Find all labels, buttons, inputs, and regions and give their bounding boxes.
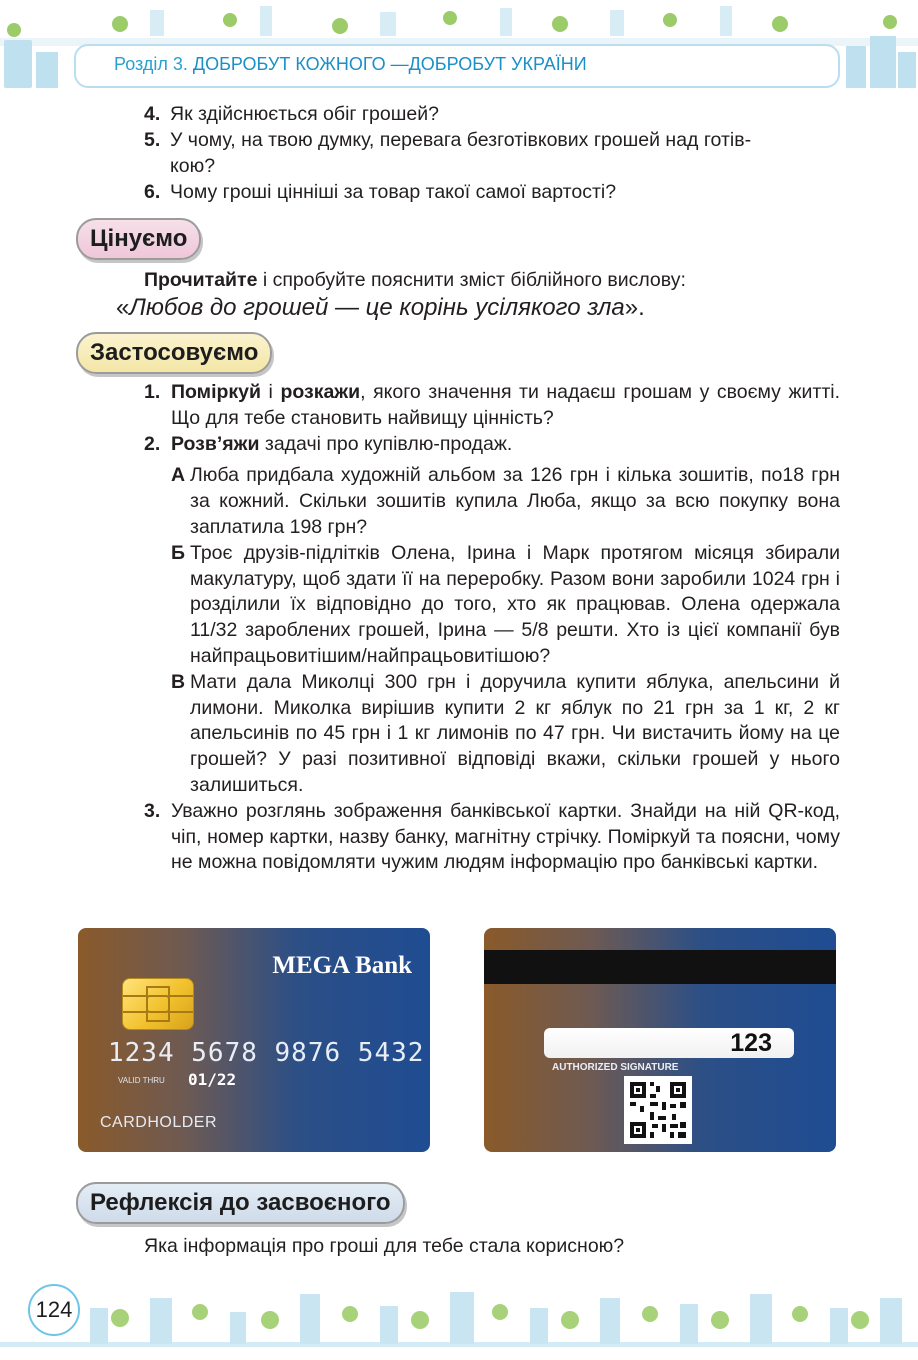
section-label: Розділ 3. — [114, 54, 188, 74]
item-number: 2. — [144, 432, 161, 455]
item-text: , якого значення ти надаєш грошам у своєму житті. Що для тебе становить найвищу цінність? — [171, 381, 841, 429]
bible-quote — [116, 294, 645, 322]
question-5 — [144, 128, 844, 179]
qr-code-icon — [624, 1076, 692, 1144]
task-text: Мати дала Миколці 300 грн і доручила купити яблука, апельсини й лимони. Миколка вирішив купити 2 кг яблук по 21 грн за 1 кг, 2 кг апельсинів по 45 грн і 1 кг лимонів по 47 грн. Чи вистачить йому на це грошей? У разі позитивної відповіді вкажи, скільки грошей у нього залишиться. — [190, 670, 840, 796]
item-bold-verb: Розв’яжи — [171, 432, 260, 455]
item-text: задачі про купівлю-продаж. — [259, 432, 513, 455]
page-number: 124 — [28, 1284, 80, 1336]
task-letter: А — [171, 464, 186, 487]
question-4 — [144, 102, 844, 128]
question-number: 4. — [144, 103, 161, 125]
item-bold-verb: розкажи — [280, 381, 361, 403]
task-a — [144, 463, 840, 540]
footer-city-illustration — [0, 1268, 918, 1360]
value-instruction — [144, 268, 686, 294]
instruction-bold: Прочитайте — [144, 269, 258, 291]
question-number: 5. — [144, 129, 161, 151]
task-letter: В — [171, 670, 186, 693]
cardholder-name: CARDHOLDER — [100, 1114, 218, 1131]
instruction-text: і спробуйте пояснити зміст біблійного вислову: — [257, 269, 686, 291]
section-title: ДОБРОБУТ КОЖНОГО —ДОБРОБУТ УКРАЇНИ — [192, 54, 587, 74]
item-bold-verb: Поміркуй — [171, 381, 262, 403]
chapter-header — [114, 54, 587, 75]
signature-strip — [544, 1028, 794, 1058]
card-chip-icon — [122, 978, 194, 1030]
section-heading-reflection: Рефлексія до засвоєного — [76, 1182, 405, 1224]
quote-open: « — [116, 294, 130, 321]
item-number: 3. — [144, 799, 161, 822]
task-text: Троє друзів-підлітків Олена, Ірина і Марк протягом місяця збирали макулатуру, щоб здати її на переробку. Разом вони заробили 1024 грн і розділили їх відповідно до того, хто як працював. Олена одержала 11/32 зароблених грошей, Ірина — 5/8 решти. Хто із цієї компанії був найпрацьовитішим/найпрацьовитішою? — [190, 541, 840, 667]
apply-item-3 — [144, 799, 840, 876]
signature-label: AUTHORIZED SIGNATURE — [552, 1062, 679, 1073]
valid-thru-value: 01/22 — [188, 1070, 237, 1089]
bank-card-front — [78, 928, 430, 1152]
bank-card-back — [484, 928, 836, 1152]
question-text: Чому гроші цінніші за товар такої самої вартості? — [170, 181, 617, 203]
section-heading-apply: Застосовуємо — [76, 332, 272, 374]
task-b — [144, 541, 840, 670]
section-heading-value: Цінуємо — [76, 218, 201, 260]
task-text: Люба придбала художній альбом за 126 грн і кілька зошитів, по18 грн за кожний. Скільки зошитів купила Люба, якщо за всю покупку вона заплатила 198 грн? — [190, 464, 840, 538]
question-text: Як здійснюється обіг грошей? — [170, 103, 439, 125]
task-letter: Б — [171, 541, 186, 564]
magnetic-stripe — [484, 950, 836, 984]
apply-item-2 — [144, 432, 840, 458]
quote-close: ». — [624, 294, 645, 321]
question-text-continuation: кою? — [170, 154, 216, 177]
item-text: Уважно розглянь зображення банківської картки. Знайди на ній QR-код, чіп, номер картки, назву банку, магнітну стрічку. Поміркуй та поясни, чому не можна повідомляти чужим людям інформацію про банківські картки. — [171, 799, 840, 874]
apply-item-1 — [144, 380, 840, 432]
valid-thru-label: VALID THRU — [118, 1076, 165, 1085]
cvv-code: 123 — [730, 1029, 772, 1057]
reflection-question: Яка інформація про гроші для тебе стала корисною? — [144, 1235, 625, 1257]
item-connector: і — [261, 381, 281, 403]
quote-text: Любов до грошей — це корінь усілякого зла — [129, 294, 625, 321]
question-number: 6. — [144, 181, 161, 203]
card-number: 1234 5678 9876 5432 — [108, 1038, 425, 1068]
item-number: 1. — [144, 381, 161, 403]
apply-task-list — [144, 380, 840, 876]
bank-name: MEGA Bank — [272, 952, 412, 979]
task-v — [144, 670, 840, 799]
question-6 — [144, 180, 844, 206]
question-text: У чому, на твою думку, перевага безготівкових грошей над готів- — [170, 129, 752, 151]
